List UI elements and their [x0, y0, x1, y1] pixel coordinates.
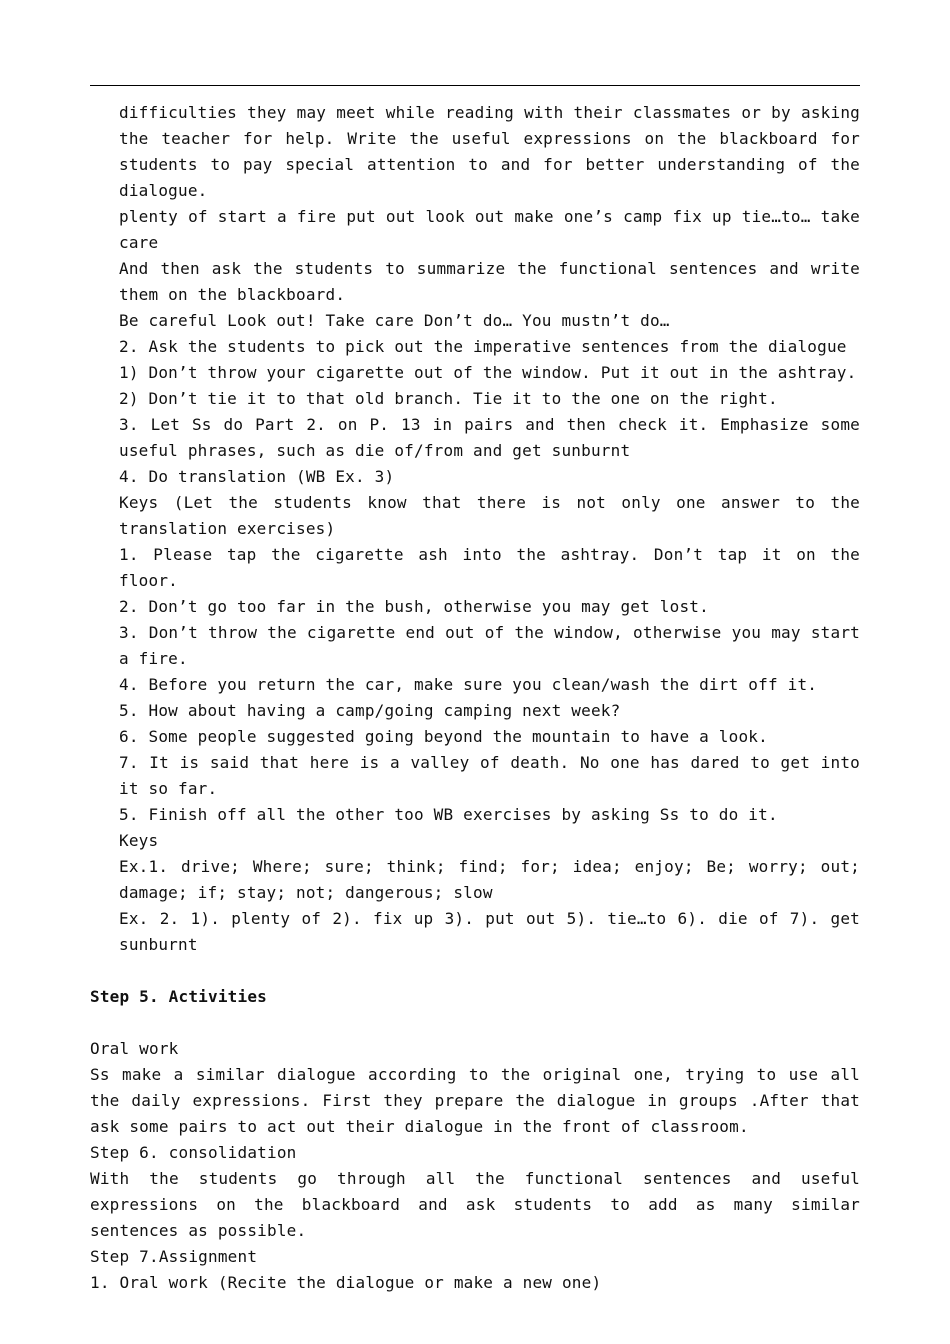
translation-key-5: 5. How about having a camp/going camping next week? [119, 701, 621, 720]
oral-work-label: Oral work [90, 1039, 179, 1058]
header-rule [90, 85, 860, 86]
translation-key-7: 7. It is said that here is a valley of death. No one has dared to get into it so far. [119, 753, 860, 798]
step-6-text: With the students go through all the functional sentences and useful expressions on the blackboard and ask students to add as many similar sentences as possible. [90, 1169, 860, 1240]
translation-key-6: 6. Some people suggested going beyond the mountain to have a look. [119, 727, 768, 746]
instruction-part-2: 3. Let Ss do Part 2. on P. 13 in pairs and then check it. Emphasize some useful phrases, such as die of/from and get sunburnt [119, 415, 860, 460]
functional-sentences-list: Be careful Look out! Take care Don’t do… You mustn’t do… [119, 311, 670, 330]
translation-keys-note: Keys (Let the students know that there is not only one answer to the translation exercises) [119, 493, 860, 538]
keys-ex-2: Ex. 2. 1). plenty of 2). fix up 3). put out 5). tie…to 6). die of 7). get sunburnt [119, 909, 860, 954]
instruction-translation: 4. Do translation (WB Ex. 3) [119, 467, 395, 486]
translation-key-2: 2. Don’t go too far in the bush, otherwise you may get lost. [119, 597, 709, 616]
step-5-heading: Step 5. Activities [90, 987, 267, 1006]
step-6-heading: Step 6. consolidation [90, 1143, 297, 1162]
oral-work-text: Ss make a similar dialogue according to the original one, trying to use all the daily expressions. First they prepare the dialogue in groups .After that ask some pairs to act out their dialogue in the front of classroom. [90, 1065, 860, 1136]
keys-ex-1: Ex.1. drive; Where; sure; think; find; for; idea; enjoy; Be; worry; out; damage; if; stay; not; dangerous; slow [119, 857, 860, 902]
instruction-finish-off: 5. Finish off all the other too WB exercises by asking Ss to do it. [119, 805, 778, 824]
step-7-heading: Step 7.Assignment [90, 1247, 258, 1266]
paragraph-difficulties: difficulties they may meet while reading with their classmates or by asking the teacher for help. Write the useful expressions on the blackboard for students to pay special attention to and for better understanding of the dialogue. [119, 103, 860, 200]
spacer [90, 958, 860, 984]
document-body [90, 100, 860, 1296]
imperative-example-2: 2) Don’t tie it to that old branch. Tie it to the one on the right. [119, 389, 778, 408]
translation-key-3: 3. Don’t throw the cigarette end out of the window, otherwise you may start a fire. [119, 623, 860, 668]
instruction-imperative: 2. Ask the students to pick out the imperative sentences from the dialogue [119, 337, 847, 356]
keys-label: Keys [119, 831, 159, 850]
imperative-example-1: 1) Don’t throw your cigarette out of the window. Put it out in the ashtray. [119, 363, 857, 382]
paragraph-summarize: And then ask the students to summarize the functional sentences and write them on the blackboard. [119, 259, 860, 304]
spacer [90, 1010, 860, 1036]
translation-key-1: 1. Please tap the cigarette ash into the ashtray. Don’t tap it on the floor. [119, 545, 860, 590]
useful-expressions-list: plenty of start a fire put out look out make one’s camp fix up tie…to… take care [119, 207, 860, 252]
assignment-item-1: 1. Oral work (Recite the dialogue or make a new one) [90, 1273, 602, 1292]
translation-key-4: 4. Before you return the car, make sure you clean/wash the dirt off it. [119, 675, 818, 694]
